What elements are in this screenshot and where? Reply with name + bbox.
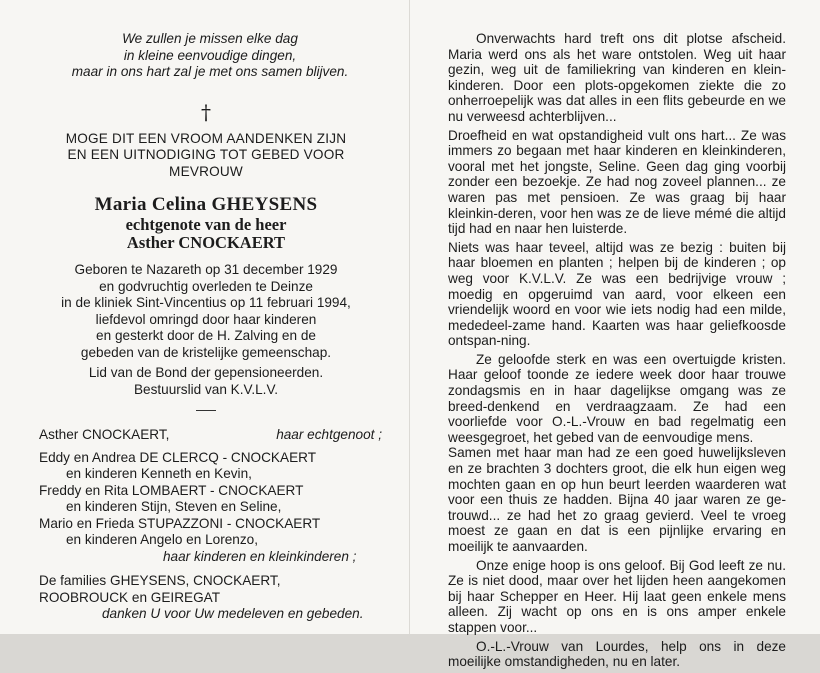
poem-line: in kleine eenvoudige dingen, bbox=[123, 47, 297, 63]
fold-line bbox=[409, 0, 410, 634]
child-couple: Freddy en Rita LOMBAERT - CNOCKAERT bbox=[39, 482, 304, 498]
deceased-name: Maria Celina GHEYSENS bbox=[94, 194, 318, 215]
spouse-name: Asther CNOCKAERT bbox=[126, 233, 286, 252]
paragraph: Droefheid en wat opstandigheid vult ons hart... Ze was immers zo begaan met haar kinderen en kleinkinderen, vooral met het jongste, Seline. Geen dag ging voorbij zonder een bezoekje. Ze had nog zoveel plannen... ze waren pas met pensioen. Ze was graag bij haar kleinkin-deren, voor hen was ze de lieve mémé die altijd tijd had en naar hen luisterde. bbox=[448, 127, 786, 237]
bio-line: en gesterkt door de H. Zalving en de bbox=[96, 328, 316, 343]
membership-line: Bestuurslid van K.V.L.V. bbox=[133, 381, 279, 397]
memorial-heading bbox=[30, 131, 382, 181]
left-panel bbox=[30, 31, 382, 623]
poem-line: maar in ons hart zal je met ons samen blijven. bbox=[71, 64, 349, 79]
child-couple: Mario en Frieda STUPAZZONI - CNOCKAERT bbox=[39, 515, 321, 531]
bio-line: en godvruchtig overleden te Deinze bbox=[99, 278, 313, 294]
bio-line: Geboren te Nazareth op 31 december 1929 bbox=[74, 262, 338, 277]
paragraph: Ze geloofde sterk en was een overtuigde kristen. Haar geloof toonde ze iedere week door haar trouwe zondagsmis en in haar dagelijkse omgang was ze breed-denkend en verdraagzaam. Ze had een voorliefde voor O.-L.-Vrouw en bad regelmatig een weesgegroet, het gebed van de eenvoudige mens. bbox=[448, 351, 786, 445]
grandchildren: en kinderen Angelo en Lorenzo, bbox=[66, 532, 258, 547]
paragraph: Niets was haar teveel, altijd was ze bezig : buiten bij haar bloemen en planten ; helpen bij de kinderen ; op weg voor K.V.L.V. Ze was een bedrijvige vrouw ; moedig en opgeruimd van aard, voor elkeen een vriendelijk woord en voor wie iets nodig had een milde, mededeel-zame hand. Kaarten was haar geliefkoosde ontspan-ning. bbox=[448, 239, 786, 349]
paragraph: O.-L.-Vrouw van Lourdes, help ons in deze moeilijke omstandigheden, nu en later. bbox=[448, 638, 786, 670]
biography bbox=[30, 262, 382, 361]
family-list bbox=[30, 427, 382, 623]
membership-line: Lid van de Bond der gepensioneerden. bbox=[88, 365, 324, 380]
memorial-line: MOGE DIT EEN VROOM AANDENKEN ZIJN bbox=[65, 130, 347, 146]
families-line: De families GHEYSENS, CNOCKAERT, bbox=[39, 573, 281, 588]
divider bbox=[196, 410, 216, 411]
husband-row bbox=[30, 427, 382, 444]
cross-icon: † bbox=[201, 99, 211, 124]
membership bbox=[30, 365, 382, 398]
grandchildren: en kinderen Kenneth en Kevin, bbox=[66, 466, 252, 481]
spouse-line: echtgenote van de heer bbox=[125, 215, 287, 234]
paragraph: Onverwachts hard treft ons dit plotse afscheid. Maria werd ons als het ware ontstolen. Weg uit haar gezin, weg uit de familiekring van kinderen en klein-kinderen. Door een plots-opgekomen ziekte die zo onherroepelijk was dat alles in een flits gebeurde en we nu verweesd achterblijven... bbox=[448, 31, 786, 124]
child-couple: Eddy en Andrea DE CLERCQ - CNOCKAERT bbox=[39, 449, 317, 465]
paragraph: Samen met haar man had ze een goed huwelijksleven en ze brachten 3 dochters groot, die elk hun eigen weg mochten gaan en op hun beurt leerden waarderen wat voor een thuis ze hadden. Bijna 40 jaar waren ze ge-trouwd... ze had het zo graag gevierd. Veel te vroeg moest ze gaan en dat is een pijnlijke ervaring en moeilijk te aanvaarden. bbox=[448, 445, 786, 554]
grandchildren: en kinderen Stijn, Steven en Seline, bbox=[66, 499, 282, 514]
right-panel bbox=[448, 31, 786, 673]
husband-role: haar echtgenoot ; bbox=[276, 427, 382, 442]
husband-name: Asther CNOCKAERT, bbox=[39, 427, 170, 442]
bio-line: gebeden van de kristelijke gemeenschap. bbox=[80, 344, 332, 360]
bio-line: in de kliniek Sint-Vincentius op 11 februari 1994, bbox=[61, 295, 351, 310]
bio-line: liefdevol omringd door haar kinderen bbox=[95, 311, 317, 327]
poem-line: We zullen je missen elke dag bbox=[122, 31, 298, 46]
memorial-line: EN EEN UITNODIGING TOT GEBED VOOR bbox=[67, 147, 345, 162]
families-line: ROOBROUCK en GEIREGAT bbox=[39, 589, 221, 605]
memorial-line: MEVROUW bbox=[169, 163, 243, 179]
paragraph: Onze enige hoop is ons geloof. Bij God leeft ze nu. Ze is niet dood, maar over het lijden heen aangekomen bij haar Schepper en Heer. Hij laat geen enkele mens alleen. Zij wacht op ons en is ons amper enkele stappen voor... bbox=[448, 557, 786, 635]
children-role: haar kinderen en kleinkinderen ; bbox=[163, 548, 357, 564]
poem bbox=[30, 31, 382, 81]
thanks-line: danken U voor Uw medeleven en gebeden. bbox=[102, 606, 364, 621]
